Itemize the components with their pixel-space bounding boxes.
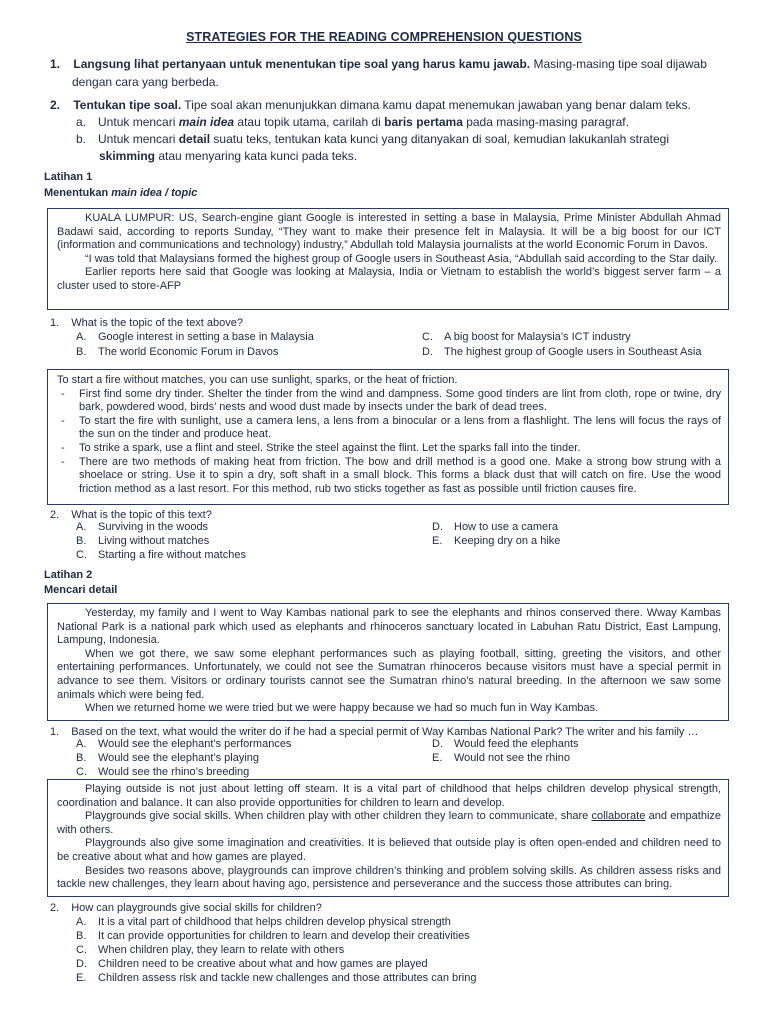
box-3-paragraph-1: Yesterday, my family and I went to Way Kambas national park to see the elephants and rhinos conserved there. Wway Kambas National Park is a national park which used as elephants and rhinoceros sanctuary located in Labuhan Ratu District, East Lampung, Lampung, Indonesia. [57,607,721,647]
reading-box-google [47,208,729,310]
q4-option-e[interactable] [76,971,736,985]
strategy-1-text: Masing-masing tipe soal dijawab [530,57,707,71]
strategy-2-number: 2. [50,98,61,112]
option-letter: A. [76,521,87,533]
strategy-2a-text-1: Untuk mencari [98,115,179,129]
box-4-paragraph-3: Playgrounds also give some imagination and creativities. It is believed that outside play is often open-ended and children need to be creative about what and how games are played. [57,837,721,863]
question-3-text: Based on the text, what would the writer do if he had a special permit of Way Kambas National Park? The writer and his family … [71,726,699,738]
question-1 [50,316,740,330]
bullet-text: To start the fire with sunlight, use a camera lens, a lens from a binocular or a lens from a flashlight. The lens will focus the rays of the sun on the tinder and produce heat. [79,414,721,441]
option-letter: D. [76,958,87,970]
q2-option-e[interactable] [432,534,732,548]
option-letter: D. [432,521,443,533]
box-1-paragraph-1: KUALA LUMPUR: US, Search-engine giant Google is interested in setting a base in Malaysia, Prime Minister Abdullah Ahmad Badawi said, according to reports Sunday, “They want to make their presence felt in Malaysia. It will be a big boost for our ICT (information and communications and technology) industry,” Abdullah told Malaysia journalists at the world Economic Forum in Davos. [57,212,721,252]
option-text: How to use a camera [454,521,558,533]
q4-option-d[interactable] [76,957,736,971]
option-letter: B. [76,535,87,547]
latihan-1-subheading [44,186,197,201]
strategy-1 [50,56,750,72]
option-letter: C. [76,766,87,778]
strategy-2-bold: Tentukan tipe soal. [73,98,182,112]
q3-option-c[interactable] [76,765,406,779]
option-text: The world Economic Forum in Davos [98,346,279,358]
option-text: Starting a fire without matches [98,549,246,561]
option-letter: C. [76,944,87,956]
option-letter: C. [76,549,87,561]
strategy-2b-line2 [99,148,749,164]
option-letter: D. [422,346,433,358]
option-text: It is a vital part of childhood that helps children develop physical strength [98,916,451,928]
q2-option-a[interactable] [76,520,406,534]
option-text: Would see the rhino’s breeding [98,766,250,778]
strategy-2a [76,114,756,130]
q1-option-a[interactable] [76,330,406,344]
option-text: Would see the elephant’s playing [98,752,260,764]
box-4-paragraph-2-end: and empathize with others. [57,810,722,836]
option-letter: A. [76,331,87,343]
option-text: Would feed the elephants [454,738,579,750]
box-3-paragraph-2: When we got there, we saw some elephant performances such as playing football, sitting, greeting the visitors, and other entertaining performances. Unfortunately, we could not see the Sumatran rhinoceros because visitors must have a special permit in advance to see them. Visitors or ordinary tourists cannot see the Sumatran rhino’s natural breeding. In the afternoon we saw some animals which were being fed. [57,647,721,701]
strategy-2b-text-3: atau menyaring kata kunci pada teks. [155,149,358,163]
q1-option-d[interactable] [422,345,752,359]
box-2-intro: To start a fire without matches, you can use sunlight, sparks, or the heat of friction. [57,374,458,386]
box-1-paragraph-2: “I was told that Malaysians formed the highest group of Google users in Southeast Asia, “Abdullah said according to the Star daily. [85,252,718,265]
q2-option-b[interactable] [76,534,406,548]
bullet-text: First find some dry tinder. Shelter the tinder from the wind and dampness. Some good tinders are lint from cloth, rope or twine, dry bark, powdered wood, birds’ nests and wood dust made by insects under the bark of dead trees. [79,387,721,414]
latihan-1-sub-prefix: Menentukan [44,187,112,199]
reading-box-way-kambas [47,603,729,721]
strategy-1-line2: dengan cara yang berbeda. [72,75,219,89]
option-text: Children need to be creative about what and how games are played [98,958,428,970]
q2-option-d[interactable] [432,520,732,534]
strategy-2b-text-2: suatu teks, tentukan kata kunci yang ditanyakan di soal, kemudian lakukanlah strategi [210,132,670,146]
box-4-paragraph-1: Playing outside is not just about letting off steam. It is a vital part of childhood that helps children develop physical strength, coordination and balance. It can also provide opportunities for children to learn and develop. [57,783,721,809]
latihan-1-sub-em: main idea / topic [111,187,198,199]
page-title: STRATEGIES FOR THE READING COMPREHENSION QUESTIONS [186,30,582,44]
underlined-word-collaborate: collaborate [591,810,646,823]
option-text: Google interest in setting a base in Malaysia [98,331,314,343]
option-letter: A. [76,916,87,928]
strategy-1-number: 1. [50,57,61,71]
box-1-paragraph-3: Earlier reports here said that Google was looking at Malaysia, India or Vietnam to establish the world’s biggest server farm – a cluster used to store-AFP [57,266,721,292]
question-2-text: What is the topic of this text? [71,509,212,521]
strategy-2b-letter: b. [76,132,87,146]
option-text: Keeping dry on a hike [454,535,561,547]
option-text: Living without matches [98,535,210,547]
latihan-2-heading: Latihan 2 [44,569,93,581]
strategy-2a-text-2: atau topik utama, carilah di [234,115,385,129]
option-text: It can provide opportunities for children to learn and develop their creativities [98,930,470,942]
box-4-paragraph-2 [57,810,721,837]
q4-option-c[interactable] [76,943,736,957]
option-letter: E. [76,972,87,984]
q4-option-a[interactable] [76,915,736,929]
strategy-2b-text-1: Untuk mencari [98,132,179,146]
option-letter: D. [432,738,443,750]
question-1-number: 1. [50,317,60,329]
option-text: When children play, they learn to relate with others [98,944,345,956]
q1-option-c[interactable] [422,330,752,344]
question-4-number: 2. [50,902,60,914]
option-text: Surviving in the woods [98,521,209,533]
q3-option-a[interactable] [76,737,406,751]
option-text: Would see the elephant’s performances [98,738,292,750]
option-letter: C. [422,331,433,343]
strategy-2 [50,97,760,113]
strategy-1-bold: Langsung lihat pertanyaan untuk menentukan tipe soal yang harus kamu jawab. [73,57,531,71]
option-letter: E. [432,535,443,547]
strategy-2b-detail: detail [178,132,211,146]
latihan-1-heading: Latihan 1 [44,171,93,183]
strategy-2b-skimming: skimming [99,149,156,163]
reading-box-fire [47,369,729,505]
strategy-2a-letter: a. [76,115,87,129]
reading-box-playgrounds [47,779,729,897]
strategy-2b [76,131,751,147]
q3-option-e[interactable] [432,751,732,765]
q4-option-b[interactable] [76,929,736,943]
q3-option-d[interactable] [432,737,732,751]
question-4 [50,901,740,915]
q1-option-b[interactable] [76,345,406,359]
option-text: Would not see the rhino [454,752,570,764]
question-3-number: 1. [50,726,60,738]
option-letter: B. [76,346,87,358]
box-2-bullet: - To strike a spark, use a flint and steel. Strike the steel against the flint. Let the sparks fall into the tinder. [57,442,721,456]
latihan-2-subheading: Mencari detail [44,584,118,596]
option-letter: E. [432,752,443,764]
bullet-text: To strike a spark, use a flint and steel. Strike the steel against the flint. Let the sparks fall into the tinder. [79,441,581,454]
strategy-2-text: Tipe soal akan menunjukkan dimana kamu dapat menemukan jawaban yang benar dalam teks. [181,98,691,112]
option-letter: B. [76,752,87,764]
box-3-paragraph-3: When we returned home we were tried but we were happy because we had so much fun in Way Kambas. [85,702,599,715]
option-letter: A. [76,738,87,750]
question-4-text: How can playgrounds give social skills for children? [71,902,322,914]
option-letter: B. [76,930,87,942]
box-2-bullet: - To start the fire with sunlight, use a camera lens, a lens from a binocular or a lens from a flashlight. The lens will focus the rays of the sun on the tinder and produce heat. [61,414,721,441]
box-4-paragraph-4: Besides two reasons above, playgrounds can improve children’s thinking and problem solving skills. As children assess risks and tackle new challenges, they learn about having ago, persistence and perseverance and the success those attributes can bring. [57,864,721,891]
strategy-2a-baris-pertama: baris pertama [384,115,463,129]
question-2-number: 2. [50,509,60,521]
option-text: Children assess risk and tackle new challenges and those attributes can bring [98,972,477,984]
option-text: A big boost for Malaysia’s ICT industry [444,331,631,343]
bullet-text: There are two methods of making heat from friction. The bow and drill method is a good one. Make a strong bow strung with a shoelace or string. Use it to spin a dry, soft shaft in a small block. This forms a black dust that will catch on fire. Use the wood friction method as a last resort. For this method, rub two sticks together as fast as possible until friction causes fire. [79,455,721,495]
option-text: The highest group of Google users in Southeast Asia [444,346,702,358]
question-1-text: What is the topic of the text above? [71,317,244,329]
box-2-bullet: - First find some dry tinder. Shelter the tinder from the wind and dampness. Some good tinders are lint from cloth, rope or twine, dry bark, powdered wood, birds’ nests and wood dust made by insects under the bark of dead trees. [61,387,721,414]
box-2-bullet: - There are two methods of making heat from friction. The bow and drill method is a good one. Make a strong bow strung with a shoelace or string. Use it to spin a dry, soft shaft in a small block. This forms a black dust that will catch on fire. Use the wood friction method as a last resort. For this method, rub two sticks together as fast as possible until friction causes fire. [61,455,721,495]
q3-option-b[interactable] [76,751,406,765]
q2-option-c[interactable] [76,548,406,562]
box-4-paragraph-2-start: Playgrounds give social skills. When children play with other children they learn to communicate, share [85,810,592,823]
strategy-2a-text-3: pada masing-masing paragraf. [462,115,629,129]
strategy-2a-main-idea: main idea [178,115,235,129]
